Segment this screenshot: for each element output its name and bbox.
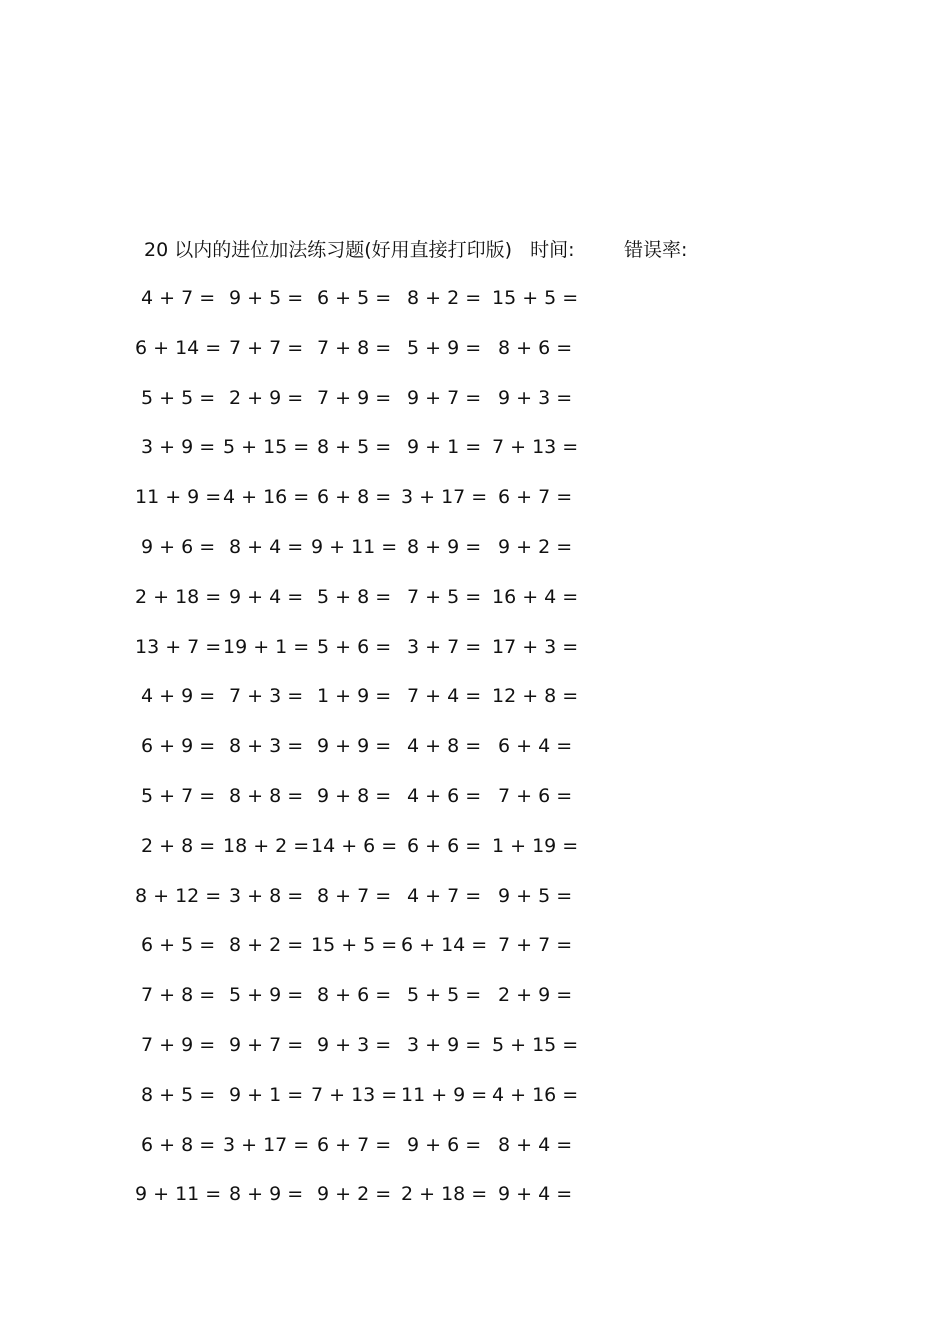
- problem-9-1: 4 + 9 =: [141, 685, 216, 707]
- problem-11-3: 9 + 8 =: [317, 785, 392, 807]
- problem-1-1: 4 + 7 =: [141, 287, 216, 309]
- problem-12-1: 2 + 8 =: [141, 835, 216, 857]
- problem-9-3: 1 + 9 =: [317, 685, 392, 707]
- problem-10-3: 9 + 9 =: [317, 735, 392, 757]
- problem-7-4: 7 + 5 =: [407, 586, 482, 608]
- problem-19-3: 9 + 2 =: [317, 1183, 392, 1205]
- problem-9-5: 12 + 8 =: [492, 685, 579, 707]
- problem-12-5: 1 + 19 =: [492, 835, 579, 857]
- problem-13-2: 3 + 8 =: [229, 885, 304, 907]
- time-label: 时间:: [530, 239, 575, 261]
- problem-9-4: 7 + 4 =: [407, 685, 482, 707]
- problem-2-1: 6 + 14 =: [135, 337, 222, 359]
- problem-19-5: 9 + 4 =: [498, 1183, 573, 1205]
- problem-2-2: 7 + 7 =: [229, 337, 304, 359]
- problem-8-4: 3 + 7 =: [407, 636, 482, 658]
- problem-13-3: 8 + 7 =: [317, 885, 392, 907]
- problem-3-3: 7 + 9 =: [317, 387, 392, 409]
- problem-6-3: 9 + 11 =: [311, 536, 398, 558]
- problem-13-1: 8 + 12 =: [135, 885, 222, 907]
- problem-17-2: 9 + 1 =: [229, 1084, 304, 1106]
- problem-11-4: 4 + 6 =: [407, 785, 482, 807]
- problem-5-1: 11 + 9 =: [135, 486, 222, 508]
- problem-9-2: 7 + 3 =: [229, 685, 304, 707]
- problem-1-5: 15 + 5 =: [492, 287, 579, 309]
- problem-19-1: 9 + 11 =: [135, 1183, 222, 1205]
- problem-5-5: 6 + 7 =: [498, 486, 573, 508]
- problem-3-5: 9 + 3 =: [498, 387, 573, 409]
- problem-10-2: 8 + 3 =: [229, 735, 304, 757]
- problem-6-1: 9 + 6 =: [141, 536, 216, 558]
- problem-6-4: 8 + 9 =: [407, 536, 482, 558]
- problem-5-4: 3 + 17 =: [401, 486, 488, 508]
- problem-4-5: 7 + 13 =: [492, 436, 579, 458]
- problem-15-3: 8 + 6 =: [317, 984, 392, 1006]
- problem-7-1: 2 + 18 =: [135, 586, 222, 608]
- problem-16-4: 3 + 9 =: [407, 1034, 482, 1056]
- problem-17-1: 8 + 5 =: [141, 1084, 216, 1106]
- problem-15-2: 5 + 9 =: [229, 984, 304, 1006]
- problem-18-5: 8 + 4 =: [498, 1134, 573, 1156]
- problem-19-4: 2 + 18 =: [401, 1183, 488, 1205]
- worksheet-header: [144, 236, 688, 264]
- problem-11-1: 5 + 7 =: [141, 785, 216, 807]
- problem-16-1: 7 + 9 =: [141, 1034, 216, 1056]
- problem-12-4: 6 + 6 =: [407, 835, 482, 857]
- problem-8-1: 13 + 7 =: [135, 636, 222, 658]
- problem-12-3: 14 + 6 =: [311, 835, 398, 857]
- worksheet-title: 20 以内的进位加法练习题(好用直接打印版): [144, 239, 513, 261]
- problem-8-2: 19 + 1 =: [223, 636, 310, 658]
- problem-16-5: 5 + 15 =: [492, 1034, 579, 1056]
- problem-15-5: 2 + 9 =: [498, 984, 573, 1006]
- problem-15-4: 5 + 5 =: [407, 984, 482, 1006]
- problem-6-2: 8 + 4 =: [229, 536, 304, 558]
- problem-3-2: 2 + 9 =: [229, 387, 304, 409]
- problem-5-3: 6 + 8 =: [317, 486, 392, 508]
- problem-4-4: 9 + 1 =: [407, 436, 482, 458]
- problem-4-3: 8 + 5 =: [317, 436, 392, 458]
- problem-17-3: 7 + 13 =: [311, 1084, 398, 1106]
- problem-19-2: 8 + 9 =: [229, 1183, 304, 1205]
- problem-14-4: 6 + 14 =: [401, 934, 488, 956]
- problem-2-4: 5 + 9 =: [407, 337, 482, 359]
- problem-2-3: 7 + 8 =: [317, 337, 392, 359]
- problem-4-1: 3 + 9 =: [141, 436, 216, 458]
- problem-16-3: 9 + 3 =: [317, 1034, 392, 1056]
- problem-13-4: 4 + 7 =: [407, 885, 482, 907]
- error-rate-label: 错误率:: [624, 239, 688, 261]
- problem-1-2: 9 + 5 =: [229, 287, 304, 309]
- problem-10-4: 4 + 8 =: [407, 735, 482, 757]
- problem-11-2: 8 + 8 =: [229, 785, 304, 807]
- problem-18-3: 6 + 7 =: [317, 1134, 392, 1156]
- problem-11-5: 7 + 6 =: [498, 785, 573, 807]
- problem-18-4: 9 + 6 =: [407, 1134, 482, 1156]
- problem-3-4: 9 + 7 =: [407, 387, 482, 409]
- problem-14-2: 8 + 2 =: [229, 934, 304, 956]
- problem-6-5: 9 + 2 =: [498, 536, 573, 558]
- problem-7-5: 16 + 4 =: [492, 586, 579, 608]
- problem-3-1: 5 + 5 =: [141, 387, 216, 409]
- problem-5-2: 4 + 16 =: [223, 486, 310, 508]
- problem-18-1: 6 + 8 =: [141, 1134, 216, 1156]
- problem-14-1: 6 + 5 =: [141, 934, 216, 956]
- problem-7-3: 5 + 8 =: [317, 586, 392, 608]
- problem-15-1: 7 + 8 =: [141, 984, 216, 1006]
- problem-1-4: 8 + 2 =: [407, 287, 482, 309]
- problem-4-2: 5 + 15 =: [223, 436, 310, 458]
- problem-1-3: 6 + 5 =: [317, 287, 392, 309]
- problem-17-5: 4 + 16 =: [492, 1084, 579, 1106]
- problem-14-3: 15 + 5 =: [311, 934, 398, 956]
- problem-12-2: 18 + 2 =: [223, 835, 310, 857]
- problem-18-2: 3 + 17 =: [223, 1134, 310, 1156]
- problem-17-4: 11 + 9 =: [401, 1084, 488, 1106]
- problem-2-5: 8 + 6 =: [498, 337, 573, 359]
- problem-10-1: 6 + 9 =: [141, 735, 216, 757]
- problem-13-5: 9 + 5 =: [498, 885, 573, 907]
- problem-10-5: 6 + 4 =: [498, 735, 573, 757]
- problem-14-5: 7 + 7 =: [498, 934, 573, 956]
- problem-8-3: 5 + 6 =: [317, 636, 392, 658]
- problem-16-2: 9 + 7 =: [229, 1034, 304, 1056]
- problem-7-2: 9 + 4 =: [229, 586, 304, 608]
- problem-8-5: 17 + 3 =: [492, 636, 579, 658]
